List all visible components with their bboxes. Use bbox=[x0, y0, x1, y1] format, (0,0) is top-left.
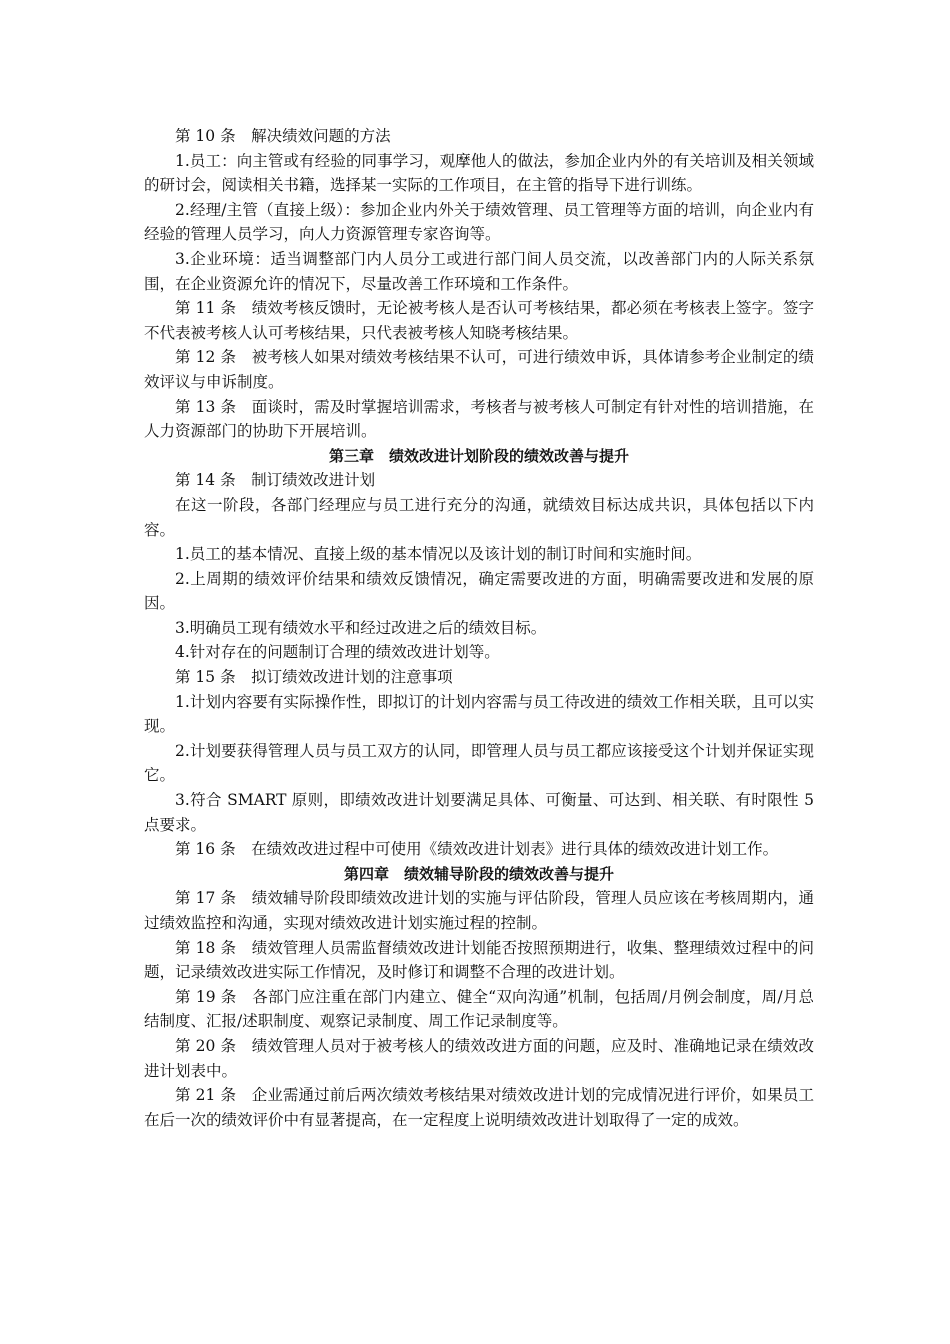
article-10-item-1: 1.员工：向主管或有经验的同事学习，观摩他人的做法，参加企业内外的有关培训及相关领域的研讨会，阅读相关书籍，选择某一实际的工作项目，在主管的指导下进行训练。 bbox=[144, 151, 814, 195]
article-14-item-2: 2.上周期的绩效评价结果和绩效反馈情况，确定需要改进的方面，明确需要改进和发展的原因。 bbox=[144, 569, 814, 613]
article-10-heading: 第 10 条 解决绩效问题的方法 bbox=[175, 127, 391, 145]
article-18: 第 18 条 绩效管理人员需监督绩效改进计划能否按照预期进行，收集、整理绩效过程中的问题，记录绩效改进实际工作情况，及时修订和调整不合理的改进计划。 bbox=[144, 938, 814, 982]
article-14-item-3: 3.明确员工现有绩效水平和经过改进之后的绩效目标。 bbox=[175, 618, 547, 637]
chapter-3-title: 第三章 绩效改进计划阶段的绩效改善与提升 bbox=[328, 446, 629, 465]
article-14-item-4: 4.针对存在的问题制订合理的绩效改进计划等。 bbox=[175, 643, 500, 662]
article-11: 第 11 条 绩效考核反馈时，无论被考核人是否认可考核结果，都必须在考核表上签字。签字不代表被考核人认可考核结果，只代表被考核人知晓考核结果。 bbox=[144, 299, 814, 342]
article-13: 第 13 条 面谈时，需及时掌握培训需求，考核者与被考核人可制定有针对性的培训措施，在人力资源部门的协助下开展培训。 bbox=[144, 397, 814, 441]
article-19: 第 19 条 各部门应注重在部门内建立、健全“双向沟通”机制，包括周/月例会制度，周/月总结制度、汇报/述职制度、观察记录制度、周工作记录制度等。 bbox=[144, 987, 814, 1031]
chapter-4-title: 第四章 绩效辅导阶段的绩效改善与提升 bbox=[343, 864, 614, 883]
article-10-item-2: 2.经理/主管（直接上级）：参加企业内外关于绩效管理、员工管理等方面的培训，向企业内有经验的管理人员学习，向人力资源管理专家咨询等。 bbox=[144, 200, 814, 244]
article-14-intro: 在这一阶段，各部门经理应与员工进行充分的沟通，就绩效目标达成共识，具体包括以下内容。 bbox=[144, 495, 814, 539]
article-21: 第 21 条 企业需通过前后两次绩效考核结果对绩效改进计划的完成情况进行评价，如果员工在后一次的绩效评价中有显著提高，在一定程度上说明绩效改进计划取得了一定的成效。 bbox=[144, 1086, 814, 1129]
article-15-heading: 第 15 条 拟订绩效改进计划的注意事项 bbox=[175, 668, 453, 687]
article-17: 第 17 条 绩效辅导阶段即绩效改进计划的实施与评估阶段，管理人员应该在考核周期内，通过绩效监控和沟通，实现对绩效改进计划实施过程的控制。 bbox=[144, 889, 814, 932]
document-page bbox=[144, 124, 814, 1132]
article-10-item-3: 3.企业环境：适当调整部门内人员分工或进行部门间人员交流，以改善部门内的人际关系氛围，在企业资源允许的情况下，尽量改善工作环境和工作条件。 bbox=[144, 249, 814, 293]
article-14-item-1: 1.员工的基本情况、直接上级的基本情况以及该计划的制订时间和实施时间。 bbox=[175, 545, 702, 564]
article-20: 第 20 条 绩效管理人员对于被考核人的绩效改进方面的问题，应及时、准确地记录在绩效改进计划表中。 bbox=[144, 1036, 814, 1080]
article-12: 第 12 条 被考核人如果对绩效考核结果不认可，可进行绩效申诉，具体请参考企业制定的绩效评议与申诉制度。 bbox=[144, 348, 814, 391]
article-14-heading: 第 14 条 制订绩效改进计划 bbox=[175, 471, 376, 490]
article-15-item-2: 2.计划要获得管理人员与员工双方的认同，即管理人员与员工都应该接受这个计划并保证实现它。 bbox=[144, 741, 814, 785]
article-15-item-3: 3.符合 SMART 原则，即绩效改进计划要满足具体、可衡量、可达到、相关联、有时限性 5 点要求。 bbox=[144, 791, 814, 834]
article-15-item-1: 1.计划内容要有实际操作性，即拟订的计划内容需与员工待改进的绩效工作相关联，且可以实现。 bbox=[144, 692, 814, 736]
article-16: 第 16 条 在绩效改进过程中可使用《绩效改进计划表》进行具体的绩效改进计划工作。 bbox=[175, 840, 779, 859]
